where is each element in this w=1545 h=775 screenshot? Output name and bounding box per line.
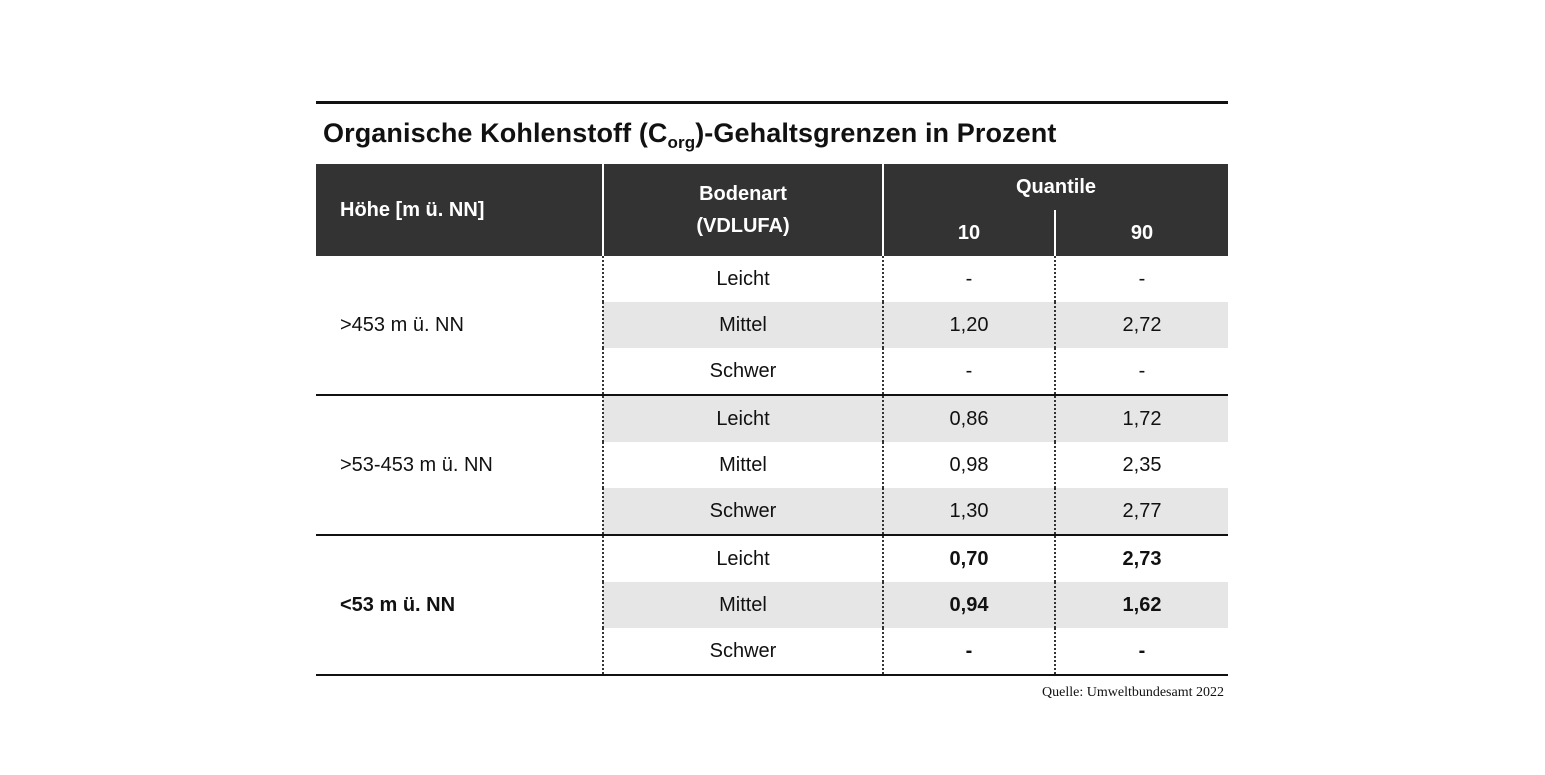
height-group-cell: <53 m ü. NN xyxy=(340,593,456,616)
quantile-90-cell: 1,62 xyxy=(1055,582,1228,628)
source-note: Quelle: Umweltbundesamt 2022 xyxy=(1042,685,1224,700)
quantile-10-cell: 0,70 xyxy=(883,535,1055,582)
header-height: Höhe [m ü. NN] xyxy=(316,164,603,256)
soil-type-cell: Mittel xyxy=(603,302,883,348)
table-row xyxy=(316,302,1228,348)
quantile-90-cell: 2,72 xyxy=(1055,302,1228,348)
quantile-10-cell: 0,98 xyxy=(883,442,1055,488)
table-row xyxy=(316,348,1228,395)
height-group-cell xyxy=(316,488,603,535)
table-row xyxy=(316,535,1228,582)
table-title: Organische Kohlenstoff $(C_{org})$-Gehaltsgrenzen in Prozent xyxy=(323,118,1057,152)
header-quantile: Quantile xyxy=(883,164,1228,210)
table-row xyxy=(316,628,1228,675)
header-soil: Bodenart (VDLUFA) xyxy=(603,164,883,256)
table-row xyxy=(316,256,1228,302)
table-row xyxy=(316,488,1228,535)
soil-type-cell: Leicht xyxy=(603,535,883,582)
header-q90: 90 xyxy=(1055,210,1228,256)
height-group-cell xyxy=(316,348,603,395)
quantile-10-cell: 0,94 xyxy=(883,582,1055,628)
soil-type-cell: Schwer xyxy=(603,488,883,535)
quantile-90-cell: - xyxy=(1055,256,1228,302)
soil-type-cell: Schwer xyxy=(603,628,883,675)
quantile-10-cell: 1,20 xyxy=(883,302,1055,348)
quantile-10-cell: - xyxy=(883,256,1055,302)
quantile-90-cell: - xyxy=(1055,628,1228,675)
height-group-cell xyxy=(316,535,603,582)
quantile-90-cell: - xyxy=(1055,348,1228,395)
data-table xyxy=(316,164,1228,676)
soil-type-cell: Mittel xyxy=(603,582,883,628)
quantile-10-cell: - xyxy=(883,628,1055,675)
quantile-90-cell: 2,77 xyxy=(1055,488,1228,535)
table-row xyxy=(316,582,1228,628)
height-group-cell xyxy=(316,395,603,442)
quantile-90-cell: 2,73 xyxy=(1055,535,1228,582)
table-row xyxy=(316,442,1228,488)
quantile-10-cell: 0,86 xyxy=(883,395,1055,442)
table-figure xyxy=(316,101,1228,700)
height-group-cell: >453 m ü. NN xyxy=(340,313,464,336)
quantile-10-cell: 1,30 xyxy=(883,488,1055,535)
table-row xyxy=(316,395,1228,442)
quantile-90-cell: 1,72 xyxy=(1055,395,1228,442)
height-group-cell xyxy=(316,256,603,302)
soil-type-cell: Leicht xyxy=(603,256,883,302)
quantile-90-cell: 2,35 xyxy=(1055,442,1228,488)
soil-type-cell: Mittel xyxy=(603,442,883,488)
quantile-10-cell: - xyxy=(883,348,1055,395)
height-group-cell: >53-453 m ü. NN xyxy=(340,453,493,476)
height-group-cell xyxy=(316,628,603,675)
soil-type-cell: Leicht xyxy=(603,395,883,442)
header-q10: 10 xyxy=(883,210,1055,256)
soil-type-cell: Schwer xyxy=(603,348,883,395)
